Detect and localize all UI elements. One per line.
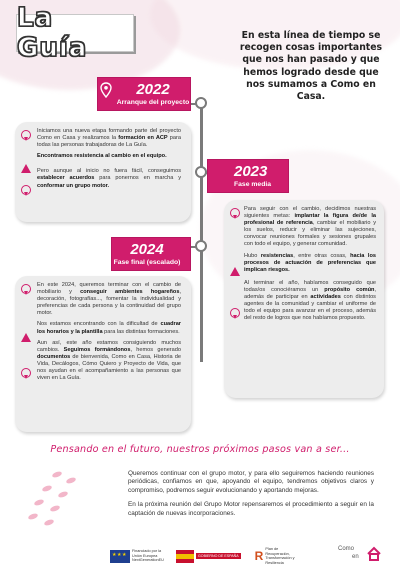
card-2024-p3: Aun así, este año estamos consiguiendo muchos cambios. Seguimos formándonos, hemos generado documentos de bienvenida, Como en Casa, Historia de Vida, Decálogos, Cómo Quiero y Proyecto de Vida, que nos ayudan en el acompañamiento a las personas que viven en La Guía.	[37, 339, 181, 382]
timeline-dot-2022	[195, 97, 207, 109]
check-icon	[21, 284, 31, 294]
card-2022	[15, 122, 191, 222]
medal-icon	[21, 185, 31, 195]
page-title-box	[16, 3, 134, 63]
warning-icon	[21, 332, 31, 342]
eu-logo: ★★★ Financiado por la Unión Europea NextGenerationEU	[110, 549, 162, 563]
house-icon	[366, 546, 382, 562]
year-2022: 2022	[136, 80, 170, 98]
footprints-illustration	[22, 468, 112, 538]
medal-icon	[21, 368, 31, 378]
eu-flag-icon	[110, 550, 130, 563]
recovery-plan-mark-icon: R	[254, 549, 264, 563]
year-banner-2023	[208, 160, 288, 192]
card-2022-p1: Iniciamos una nueva etapa formando parte del proyecto Como en Casa y realizamos la formación en ACP para todas las personas trabajadoras de La Guía.	[37, 128, 182, 149]
card-2024-p1: En este 2024, queremos terminar con el cambio de mobiliario y conseguir ambientes hogareños, decoración, fotografías..., fomentar la individualidad y preferencias de cada persona y la continuidad del grupo motor.	[37, 282, 182, 317]
timeline-dot-2023	[195, 166, 207, 178]
future-p1: Queremos continuar con el grupo motor, y para ello seguiremos haciendo reuniones periódicas, confiamos en que, apoyando el equipo, tendremos objetivos claros y compromiso, podremos seguir evolucionando y aportando mejoras.	[128, 470, 374, 494]
year-2024-label: Fase final (escalado)	[113, 258, 181, 266]
timeline-line	[200, 100, 203, 362]
location-pin-icon	[100, 82, 112, 98]
year-2023: 2023	[234, 162, 268, 180]
medal-icon	[230, 308, 240, 318]
card-2023-p3: Al terminar el año, habíamos conseguido que todas/os conociéramos un propósito común, además de participar en actividades con distintos agentes de la comunidad y cambiar el uniforme de todo el equipo para avanzar en el proceso, además del resto de logros que nos habíamos propuesto.	[244, 279, 376, 322]
card-2022-p2: Encontramos resistencia al cambio en el equipo.	[37, 153, 167, 160]
card-2023-p1: Para seguir con el cambio, decidimos nuestras siguientes metas: implantar la figura de/de la profesional de referencia, cambiar el mobiliario y los suelos, reducir y eliminar las sujeciones, convocar reuniones formales y sesiones grupales con todo el equipo, y generar comunidad.	[244, 206, 376, 248]
future-p2: En la próxima reunión del Grupo Motor repensaremos el procedimiento a seguir en la captación de nuevas incorporaciones.	[128, 501, 374, 517]
year-banner-2024	[112, 238, 190, 270]
future-title: Pensando en el futuro, nuestros próximos pasos van a ser...	[50, 444, 350, 455]
year-2024: 2024	[130, 240, 164, 258]
check-icon	[230, 208, 240, 218]
funding-logos	[110, 546, 299, 566]
page-title: La Guía	[17, 3, 88, 63]
future-text	[128, 470, 374, 524]
card-2022-p3: Pero aunque al inicio no fuera fácil, conseguimos establecer acuerdos para ponernos en marcha y conformar un grupo motor.	[37, 168, 182, 189]
year-2022-label: Arranque del proyecto	[116, 98, 190, 106]
card-2024	[15, 276, 191, 432]
timeline-dot-2024	[195, 240, 207, 252]
check-icon	[21, 130, 31, 140]
warning-icon	[21, 163, 31, 173]
gobierno-logo: GOBIERNO DE ESPAÑA	[176, 549, 241, 563]
card-2024-p2: Nos estamos encontrando con la dificultad de cuadrar los horarios y la plantilla para las distintas formaciones.	[37, 321, 181, 335]
spain-shield-icon	[176, 550, 194, 563]
year-2023-label: Fase media	[234, 180, 272, 188]
recovery-plan-logo: R Plan de Recuperación, Transformación y Resiliencia	[254, 547, 295, 565]
como-en-casa-logo: Como en	[338, 544, 386, 566]
card-2023-p2: Hubo resistencias, entre otras cosas, hacia los procesos de actuación de preferencias que implican riesgos.	[244, 252, 376, 273]
warning-icon	[230, 266, 240, 276]
card-2023	[224, 200, 384, 398]
intro-text: En esta línea de tiempo se recogen cosas importantes que nos han pasado y que hemos logrado desde que nos sumamos a Como en Casa.	[239, 30, 383, 103]
